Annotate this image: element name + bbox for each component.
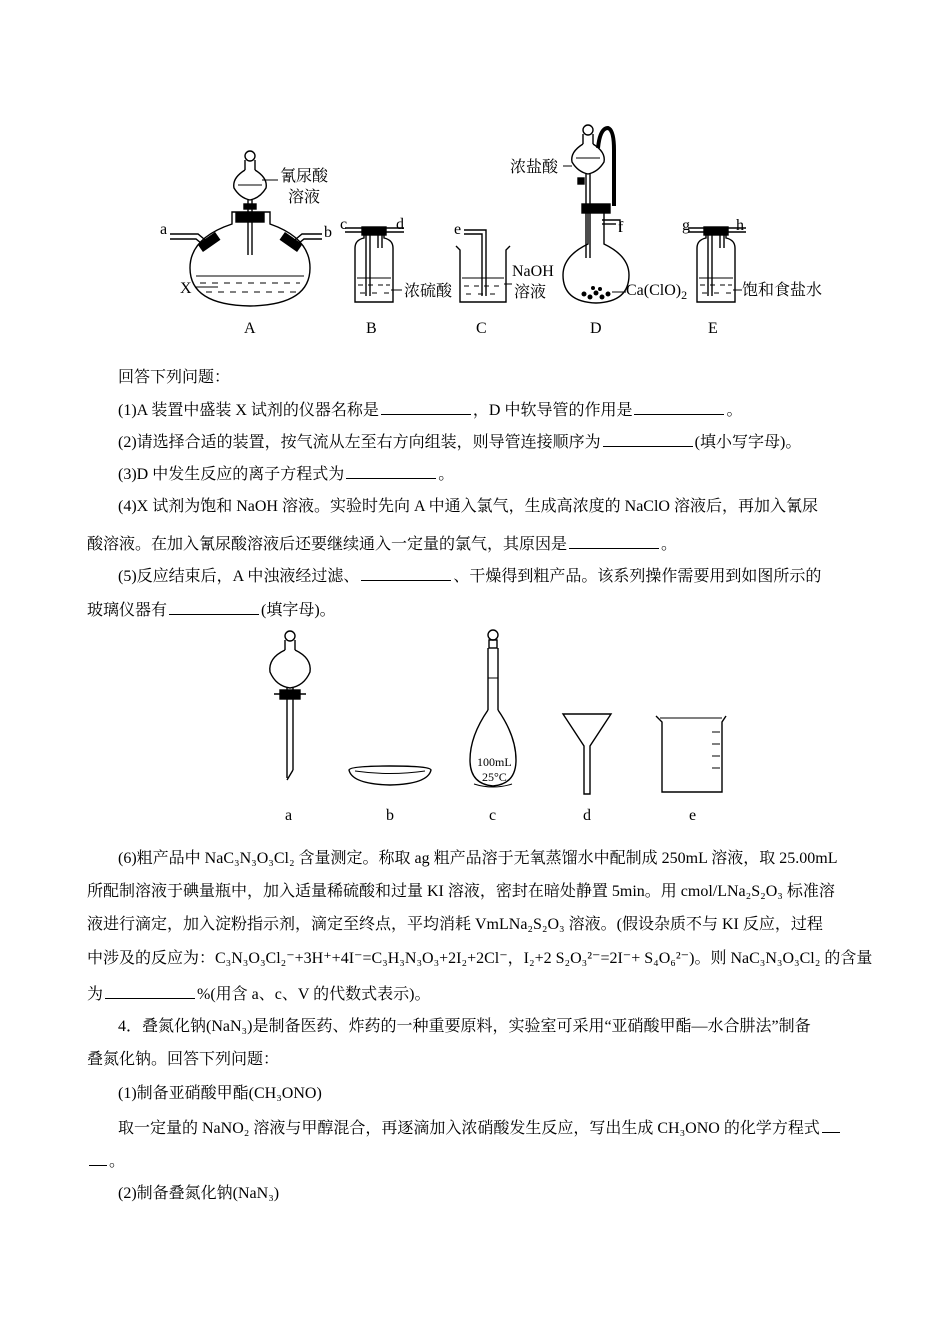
- glassware-figure: [0, 620, 950, 835]
- caption-C: C: [476, 320, 487, 337]
- question-6-line-5: 为 %(用含 a、c、V 的代数式表示)。: [87, 983, 430, 1005]
- caption-d: d: [583, 807, 591, 824]
- d-solid-label: $Ca(ClO)_2$: [626, 282, 688, 302]
- flask-volume-label: 100mL: [477, 755, 512, 769]
- question-2: (2)请选择合适的装置，按气流从左至右方向组装，则导管连接顺序为 (填小写字母)。: [118, 431, 801, 453]
- answer-blank[interactable]: [634, 399, 724, 415]
- label-x: X: [180, 280, 192, 297]
- question-5-line-1: (5)反应结束后，A 中浊液经过滤、 、干燥得到粗产品。该系列操作需要用到如图所示的: [118, 565, 821, 587]
- c-reagent-2: 溶液: [514, 284, 547, 301]
- label-c: c: [340, 216, 348, 233]
- answer-blank[interactable]: [822, 1117, 840, 1133]
- problem-4-line-1: 4．叠氮化钠(NaN₃)是制备医药、炸药的一种重要原料，实验室可采用“亚硝酸甲酯—水合肼法”制备: [118, 1018, 811, 1035]
- label-f: f: [618, 219, 624, 236]
- question-3: (3)D 中发生反应的离子方程式为 。: [118, 463, 454, 485]
- answer-blank[interactable]: [603, 431, 693, 447]
- answer-blank[interactable]: [569, 533, 659, 549]
- caption-e: e: [689, 807, 697, 824]
- caption-E: E: [708, 320, 718, 337]
- question-5-line-2: 玻璃仪器有 (填字母)。: [87, 599, 336, 621]
- label-d: d: [396, 216, 404, 233]
- question-1: (1)A 装置中盛装 X 试剂的仪器名称是 ，D 中软导管的作用是 。: [118, 399, 742, 421]
- question-6-line-1: (6)粗产品中 NaC₃N₃O₃Cl₂ 含量测定。称取 ag 粗产品溶于无氧蒸馏水中配制成 250mL 溶液，取 25.00mL: [118, 850, 838, 867]
- apparatus-figure: [0, 0, 950, 345]
- problem-4-sub-1: (1)制备亚硝酸甲酯(CH₃ONO): [118, 1085, 322, 1102]
- problem-4-sub-1-line-2: 。: [87, 1150, 125, 1172]
- answer-blank[interactable]: [89, 1150, 107, 1166]
- funnel-label-2: 溶液: [288, 189, 321, 206]
- question-6-line-4: 中涉及的反应为：C₃N₃O₃Cl₂⁻+3H⁺+4I⁻=C₃H₃N₃O₃+2I₂+2Cl⁻，I₂+2 S₂O₃²⁻=2I⁻+ S₄O₆²⁻)。则 NaC₃N₃O₃Cl₂ 的含量: [87, 950, 873, 967]
- caption-D: D: [590, 320, 602, 337]
- flask-temp-label: 25°C: [482, 770, 507, 784]
- caption-B: B: [366, 320, 377, 337]
- label-g: g: [682, 217, 690, 234]
- question-4-line-1: (4)X 试剂为饱和 NaOH 溶液。实验时先向 A 中通入氯气，生成高浓度的 NaClO 溶液后，再加入氰尿: [118, 498, 818, 515]
- d-acid-label: 浓盐酸: [510, 159, 559, 176]
- label-a: a: [160, 221, 168, 238]
- answer-blank[interactable]: [346, 463, 436, 479]
- problem-4-line-2: 叠氮化钠。回答下列问题：: [87, 1051, 280, 1068]
- answer-blank[interactable]: [361, 565, 451, 581]
- problem-4-sub-2: (2)制备叠氮化钠(NaN₃): [118, 1185, 280, 1202]
- b-reagent: 浓硫酸: [404, 283, 453, 300]
- question-6-line-2: 所配制溶液于碘量瓶中，加入适量稀硫酸和过量 KI 溶液，密封在暗处静置 5min。用 cmol/LNa₂S₂O₃ 标准溶: [87, 883, 835, 900]
- answer-blank[interactable]: [105, 983, 195, 999]
- label-b: b: [324, 224, 332, 241]
- caption-c: c: [489, 807, 497, 824]
- intro-text: 回答下列问题：: [118, 369, 231, 386]
- label-e: e: [454, 221, 462, 238]
- c-reagent-1: NaOH: [512, 263, 554, 280]
- caption-b: b: [386, 807, 394, 824]
- answer-blank[interactable]: [169, 599, 259, 615]
- caption-A: A: [244, 320, 256, 337]
- funnel-label-1: 氰尿酸: [280, 168, 329, 185]
- e-reagent: 饱和食盐水: [742, 282, 823, 299]
- answer-blank[interactable]: [381, 399, 471, 415]
- caption-a: a: [285, 807, 293, 824]
- question-6-line-3: 液进行滴定，加入淀粉指示剂，滴定至终点，平均消耗 VmLNa₂S₂O₃ 溶液。(假设杂质不与 KI 反应，过程: [87, 916, 823, 933]
- label-h: h: [736, 217, 744, 234]
- question-4-line-2: 酸溶液。在加入氰尿酸溶液后还要继续通入一定量的氯气，其原因是 。: [87, 533, 677, 555]
- problem-4-sub-1-line-1: 取一定量的 NaNO₂ 溶液与甲醇混合，再逐滴加入浓硝酸发生反应，写出生成 CH₃ONO 的化学方程式: [118, 1117, 842, 1139]
